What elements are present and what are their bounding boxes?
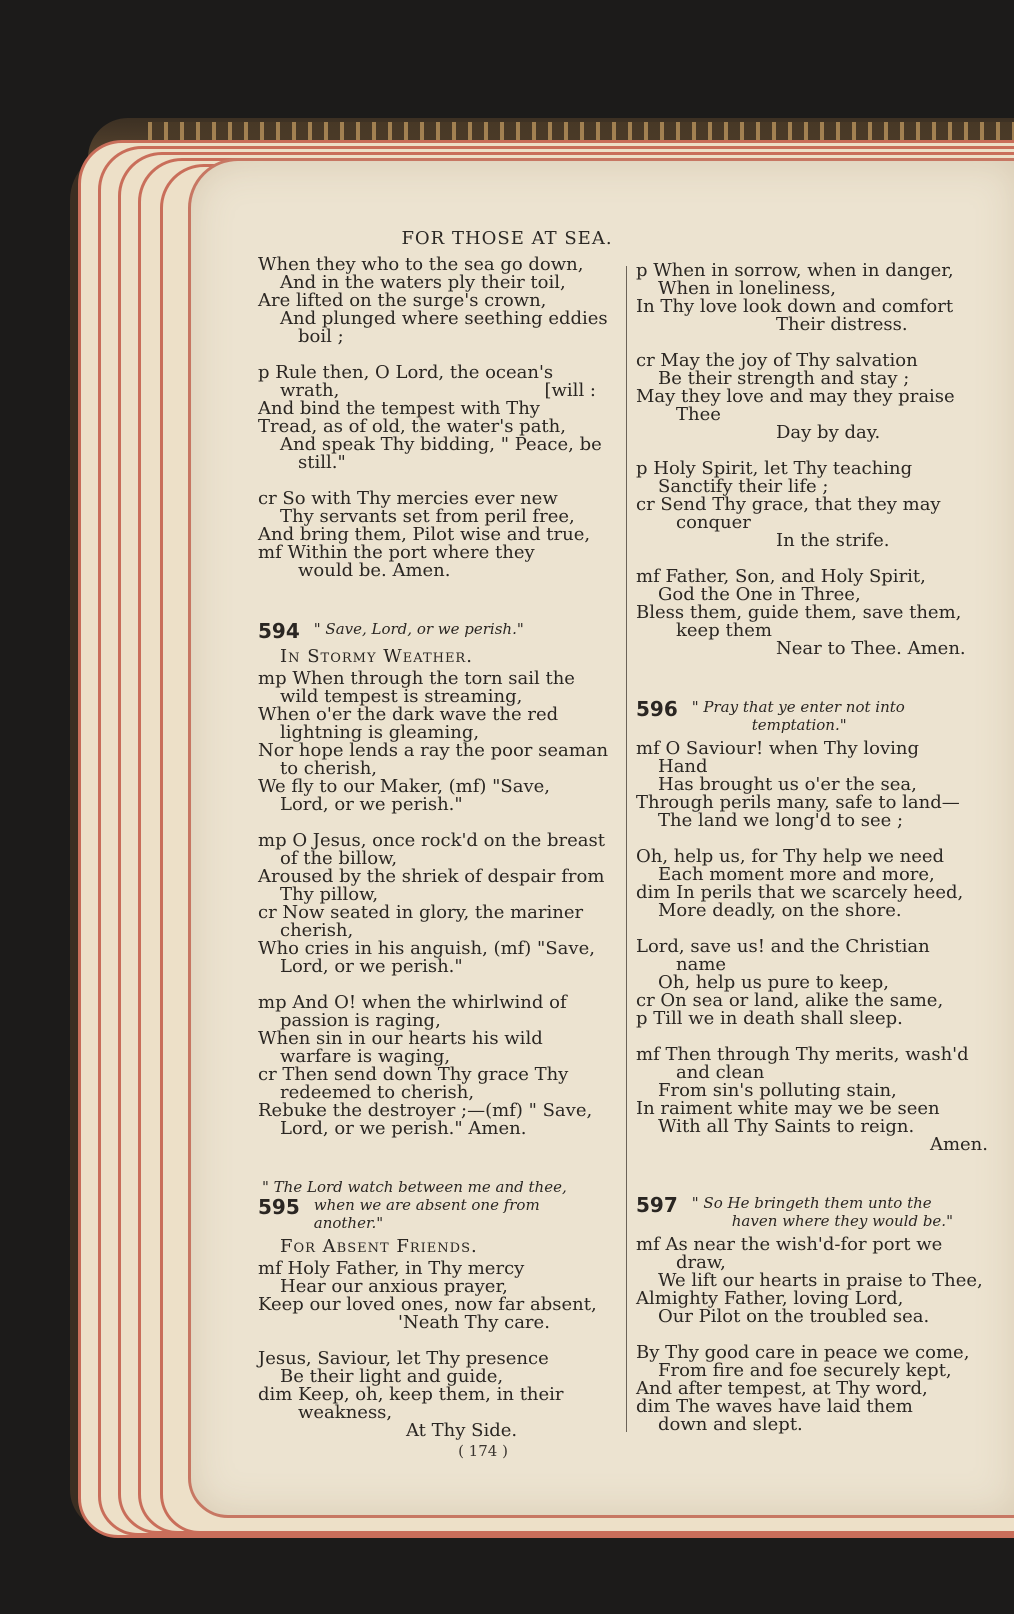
verse-line: lightning is gleaming, — [280, 722, 480, 743]
verse-line: Lord, or we perish." — [280, 956, 463, 977]
verse-line: Almighty Father, loving Lord, — [636, 1288, 904, 1309]
verse-line-part: wrath, — [280, 380, 340, 401]
verse-line: mf As near the wish'd-for port we — [636, 1234, 943, 1255]
verse-line: And bind the tempest with Thy — [258, 398, 540, 419]
verse-line: And after tempest, at Thy word, — [636, 1378, 928, 1399]
page-number: ( 174 ) — [458, 1442, 508, 1460]
verse-line: Their distress. — [776, 314, 908, 335]
verse-line: From fire and foe securely kept, — [658, 1360, 952, 1381]
verse-line: Who cries in his anguish, (mf) "Save, — [258, 938, 595, 959]
gilt-ornament-border — [148, 122, 1014, 142]
verse-line: mf O Saviour! when Thy loving — [636, 738, 919, 759]
verse-line: Keep our loved ones, now far absent, — [258, 1294, 597, 1315]
verse-line: 'Neath Thy care. — [398, 1312, 550, 1333]
hymn-motto: haven where they would be." — [731, 1212, 953, 1230]
verse-line: dim Keep, oh, keep them, in their — [258, 1384, 564, 1405]
hymn-title: For Absent Friends. — [280, 1236, 478, 1257]
verse-line: Thee — [676, 404, 721, 425]
hymn-motto: " The Lord watch between me and thee, — [262, 1178, 567, 1196]
verse-line: Are lifted on the surge's crown, — [258, 290, 547, 311]
verse-line: p Till we in death shall sleep. — [636, 1008, 903, 1029]
verse-line: When they who to the sea go down, — [258, 254, 584, 275]
verse — [636, 352, 996, 442]
verse — [636, 460, 996, 550]
verse-line: The land we long'd to see ; — [658, 810, 904, 831]
verse — [258, 256, 618, 346]
verse-line: and clean — [676, 1062, 765, 1083]
verse-line: conquer — [676, 512, 751, 533]
verse-line: mf Holy Father, in Thy mercy — [258, 1258, 525, 1279]
hymn-number: 594 — [258, 619, 300, 643]
verse-line: Bless them, guide them, save them, — [636, 602, 962, 623]
verse-line: boil ; — [298, 326, 344, 347]
verse-line: cr Now seated in glory, the mariner — [258, 902, 584, 923]
verse-line: When o'er the dark wave the red — [258, 704, 559, 725]
verse-line: weakness, — [298, 1402, 393, 1423]
hymn-motto: " Pray that ye enter not into — [691, 698, 905, 716]
verse-line: mp When through the torn sail the — [258, 668, 575, 689]
verse-line: Lord, or we perish." — [280, 794, 463, 815]
verse-line: Day by day. — [776, 422, 881, 443]
verse — [636, 262, 996, 334]
verse-line: Has brought us o'er the sea, — [658, 774, 917, 795]
verse-line: to cherish, — [280, 758, 378, 779]
hymn-motto: temptation." — [751, 716, 847, 734]
verse-line: Lord, save us! and the Christian — [636, 936, 930, 957]
verse-line: Nor hope lends a ray the poor seaman — [258, 740, 609, 761]
verse-line: When in loneliness, — [658, 278, 836, 299]
hymn-596 — [636, 698, 996, 1154]
verse-line: Near to Thee. Amen. — [776, 638, 966, 659]
verse-line: redeemed to cherish, — [280, 1082, 475, 1103]
verse-line: And plunged where seething eddies — [280, 308, 608, 329]
verse-line: name — [676, 954, 727, 975]
verse-line: Be their light and guide, — [280, 1366, 504, 1387]
verse-line: In the strife. — [776, 530, 890, 551]
verse-line: Through perils many, safe to land— — [636, 792, 960, 813]
running-head: FOR THOSE AT SEA. — [401, 228, 613, 249]
verse-line: When sin in our hearts his wild — [258, 1028, 543, 1049]
verse-line: Sanctify their life ; — [658, 476, 829, 497]
verse-line: And bring them, Pilot wise and true, — [258, 524, 591, 545]
verse-line: would be. Amen. — [298, 560, 451, 581]
verse-line: mp O Jesus, once rock'd on the breast — [258, 830, 606, 851]
verse-line: Jesus, Saviour, let Thy presence — [258, 1348, 549, 1369]
left-column — [258, 256, 618, 1440]
verse-line: In raiment white may we be seen — [636, 1098, 940, 1119]
verse-line: Amen. — [929, 1134, 988, 1155]
verse-line: cr Send Thy grace, that they may — [636, 494, 941, 515]
verse-line: We lift our hearts in praise to Thee, — [658, 1270, 983, 1291]
verse-line: In Thy love look down and comfort — [636, 296, 954, 317]
verse-line: More deadly, on the shore. — [658, 900, 902, 921]
hymn-motto: " So He bringeth them unto the — [691, 1194, 932, 1212]
verse-line: cherish, — [280, 920, 354, 941]
verse-line: Thy pillow, — [280, 884, 379, 905]
verse-line: At Thy Side. — [406, 1420, 518, 1441]
verse-line: warfare is waging, — [280, 1046, 451, 1067]
verse-line: p When in sorrow, when in danger, — [636, 260, 954, 281]
hymn-title: In Stormy Weather. — [280, 646, 473, 667]
column-divider — [626, 266, 627, 1432]
verse-line: mp And O! when the whirlwind of — [258, 992, 567, 1013]
hymn-number: 596 — [636, 697, 678, 721]
hymn-594 — [258, 620, 618, 1138]
verse-line: We fly to our Maker, (mf) "Save, — [258, 776, 551, 797]
verse-line: Oh, help us, for Thy help we need — [636, 846, 945, 867]
verse-line: wild tempest is streaming, — [280, 686, 523, 707]
hymn-number: 597 — [636, 1193, 678, 1217]
verse-line: Rebuke the destroyer ;—(mf) " Save, — [258, 1100, 593, 1121]
verse — [258, 364, 618, 472]
verse-line: By Thy good care in peace we come, — [636, 1342, 970, 1363]
verse-line: Be their strength and stay ; — [658, 368, 910, 389]
verse-line — [258, 382, 618, 400]
verse-line: mf Father, Son, and Holy Spirit, — [636, 566, 926, 587]
verse-line: mf Within the port where they — [258, 542, 535, 563]
verse-line: cr On sea or land, alike the same, — [636, 990, 944, 1011]
verse-line: And in the waters ply their toil, — [280, 272, 566, 293]
verse-line: p Holy Spirit, let Thy teaching — [636, 458, 913, 479]
verse-line: And speak Thy bidding, " Peace, be — [280, 434, 602, 455]
hymn-number: 595 — [258, 1195, 300, 1219]
verse — [636, 568, 996, 658]
hymn-595 — [258, 1178, 618, 1440]
right-column — [636, 262, 996, 1434]
verse-line: God the One in Three, — [658, 584, 861, 605]
verse-line: mf Then through Thy merits, wash'd — [636, 1044, 969, 1065]
verse-line: With all Thy Saints to reign. — [658, 1116, 915, 1137]
verse-line: Each moment more and more, — [658, 864, 935, 885]
verse-line: down and slept. — [658, 1414, 803, 1435]
verse-line: cr Then send down Thy grace Thy — [258, 1064, 569, 1085]
verse-line: Oh, help us pure to keep, — [658, 972, 889, 993]
verse-line: From sin's polluting stain, — [658, 1080, 897, 1101]
verse-line: Lord, or we perish." Amen. — [280, 1118, 527, 1139]
verse-line: Hand — [658, 756, 708, 777]
verse-line: passion is raging, — [280, 1010, 441, 1031]
verse-line: Tread, as of old, the water's path, — [258, 416, 566, 437]
hymn-motto: " Save, Lord, or we perish." — [313, 620, 524, 638]
verse-line: May they love and may they praise — [636, 386, 955, 407]
verse — [258, 490, 618, 580]
verse-line: of the billow, — [280, 848, 398, 869]
verse-line: dim The waves have laid them — [636, 1396, 913, 1417]
verse-line: p Rule then, O Lord, the ocean's — [258, 362, 554, 383]
verse-line: Aroused by the shriek of despair from — [258, 866, 605, 887]
verse-line: cr May the joy of Thy salvation — [636, 350, 918, 371]
hymn-motto: when we are absent one from — [313, 1196, 540, 1214]
verse-line: keep them — [676, 620, 773, 641]
verse-line: Our Pilot on the troubled sea. — [658, 1306, 930, 1327]
verse-line: Hear our anxious prayer, — [280, 1276, 508, 1297]
verse-line: Thy servants set from peril free, — [280, 506, 575, 527]
hymn-motto: another." — [313, 1214, 384, 1232]
verse-line: still." — [298, 452, 346, 473]
verse-line: cr So with Thy mercies ever new — [258, 488, 558, 509]
hymn-597 — [636, 1194, 996, 1434]
verse-line: dim In perils that we scarcely heed, — [636, 882, 964, 903]
verse-line: draw, — [676, 1252, 726, 1273]
verse-line-part: [will : — [544, 380, 596, 401]
